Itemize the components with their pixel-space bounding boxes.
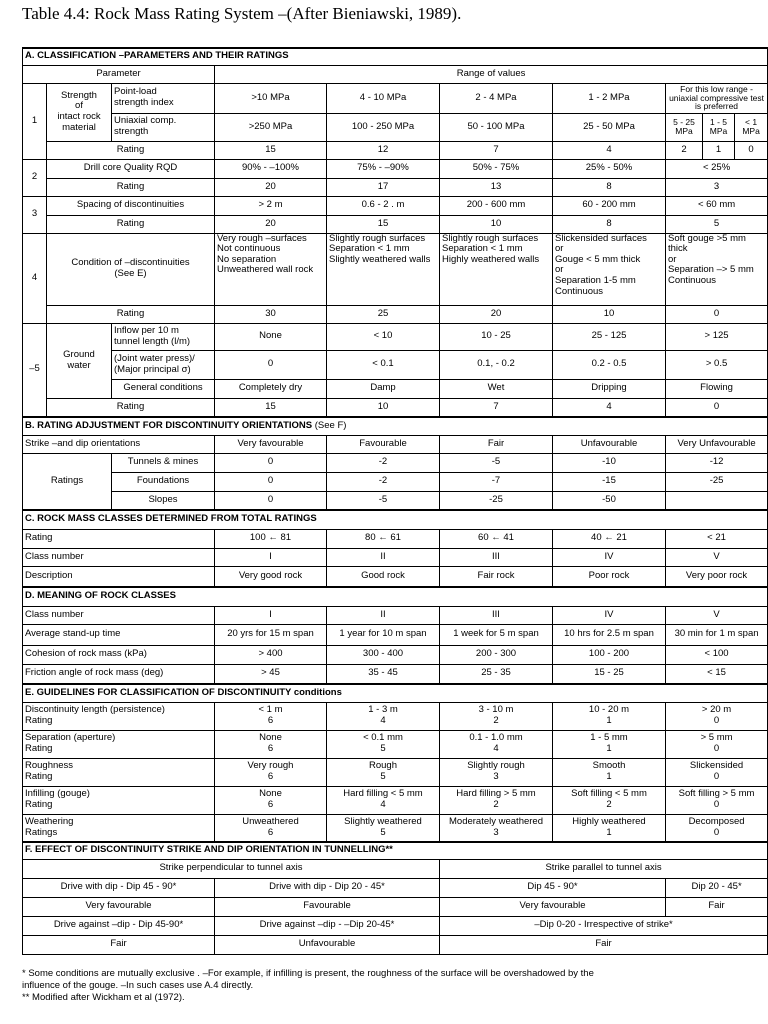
- table-cell: II: [327, 606, 440, 624]
- table-cell: Unweathered 6: [215, 814, 327, 842]
- table-cell: 8: [553, 178, 666, 196]
- table-cell: > 45: [215, 664, 327, 684]
- table-cell: 40 ← 21: [553, 529, 666, 548]
- table-row: [23, 645, 768, 664]
- table-cell: –Dip 0-20 - Irrespective of strike*: [440, 916, 768, 935]
- table-cell: 4 - 10 MPa: [327, 83, 440, 113]
- table-cell: Drive with dip - Dip 20 - 45*: [215, 878, 440, 897]
- table-row: [23, 491, 768, 510]
- table-cell: 10 hrs for 2.5 m span: [553, 624, 666, 645]
- table-cell: 1: [703, 141, 735, 159]
- row-label: Class number: [23, 606, 215, 624]
- table-cell: I: [215, 606, 327, 624]
- table-cell: 0: [215, 350, 327, 379]
- table-cell: Very Unfavourable: [666, 435, 768, 453]
- footnote: ** Modified after Wickham et al (1972).: [22, 991, 185, 1003]
- table-cell: 1 - 5 mm 1: [553, 730, 666, 758]
- table-cell: Good rock: [327, 566, 440, 587]
- table-cell: Very good rock: [215, 566, 327, 587]
- table-row: [23, 159, 768, 178]
- table-row: [23, 878, 768, 897]
- table-row: [23, 435, 768, 453]
- rating-label: Rating: [47, 141, 215, 159]
- table-cell: 200 - 600 mm: [440, 196, 553, 215]
- table-cell: -5: [440, 453, 553, 472]
- table-cell: -7: [440, 472, 553, 491]
- row-label: Infilling (gouge) Rating: [23, 786, 215, 814]
- table-cell: 15: [215, 398, 327, 417]
- table-cell: 2 - 4 MPa: [440, 83, 553, 113]
- table-cell: 30: [215, 305, 327, 323]
- table-cell: Highly weathered 1: [553, 814, 666, 842]
- table-cell: 100 - 250 MPa: [327, 113, 440, 141]
- param-sublabel: Inflow per 10 m tunnel length (l/m): [112, 323, 215, 350]
- table-cell: >250 MPa: [215, 113, 327, 141]
- table-cell: 7: [440, 398, 553, 417]
- table-cell: 3 - 10 m 2: [440, 702, 553, 730]
- table-cell: Slickensided 0: [666, 758, 768, 786]
- table-cell: 17: [327, 178, 440, 196]
- table-cell: Slickensided surfaces or Gouge < 5 mm thick or Separation 1-5 mm Continuous: [553, 233, 666, 305]
- section-b-header: B. RATING ADJUSTMENT FOR DISCONTINUITY ORIENTATIONS (See F): [23, 417, 768, 435]
- param-label: Condition of –discontinuities (See E): [47, 233, 215, 305]
- table-cell: Decomposed 0: [666, 814, 768, 842]
- table-cell: 25% - 50%: [553, 159, 666, 178]
- table-cell: Unfavourable: [215, 935, 440, 954]
- param-label: Spacing of discontinuities: [47, 196, 215, 215]
- table-cell: Fair: [440, 935, 768, 954]
- footnotes: [22, 968, 762, 1004]
- table-cell: 5 - 25 MPa: [666, 113, 703, 141]
- table-cell: 20: [215, 178, 327, 196]
- table-cell: 4: [553, 141, 666, 159]
- table-cell: < 60 mm: [666, 196, 768, 215]
- table-cell: 200 - 300: [440, 645, 553, 664]
- parameter-header: Parameter: [23, 65, 215, 83]
- table-row: [23, 305, 768, 323]
- ratings-label: Ratings: [23, 453, 112, 510]
- table-cell: 100 - 200: [553, 645, 666, 664]
- table-cell: 15 - 25: [553, 664, 666, 684]
- table-row: [23, 233, 768, 305]
- table-cell: Very rough 6: [215, 758, 327, 786]
- table-cell: -2: [327, 453, 440, 472]
- table-row: [23, 897, 768, 916]
- table-cell: 1 week for 5 m span: [440, 624, 553, 645]
- table-cell: 60 - 200 mm: [553, 196, 666, 215]
- param-sublabel: Point-load strength index: [112, 83, 215, 113]
- table-cell: 0.1, - 0.2: [440, 350, 553, 379]
- table-cell: Very poor rock: [666, 566, 768, 587]
- table-cell: -25: [440, 491, 553, 510]
- table-cell: > 5 mm 0: [666, 730, 768, 758]
- table-cell: 20: [440, 305, 553, 323]
- strike-parallel-header: Strike parallel to tunnel axis: [440, 859, 768, 878]
- table-cell: 25 - 50 MPa: [553, 113, 666, 141]
- table-cell: -50: [553, 491, 666, 510]
- table-cell: 0: [215, 491, 327, 510]
- table-cell: 0.1 - 1.0 mm 4: [440, 730, 553, 758]
- row-label: Separation (aperture) Rating: [23, 730, 215, 758]
- table-cell: < 21: [666, 529, 768, 548]
- table-cell: Foundations: [112, 472, 215, 491]
- table-cell: > 125: [666, 323, 768, 350]
- strike-perpendicular-header: Strike perpendicular to tunnel axis: [23, 859, 440, 878]
- table-cell: 1 - 5 MPa: [703, 113, 735, 141]
- table-cell: 30 min for 1 m span: [666, 624, 768, 645]
- table-cell: 1 - 2 MPa: [553, 83, 666, 113]
- table-cell: Flowing: [666, 379, 768, 398]
- table-row: [23, 664, 768, 684]
- table-cell: 300 - 400: [327, 645, 440, 664]
- table-cell: Hard filling < 5 mm 4: [327, 786, 440, 814]
- table-row: [23, 472, 768, 491]
- table-cell: Unfavourable: [553, 435, 666, 453]
- table-cell: > 20 m 0: [666, 702, 768, 730]
- table-cell: 8: [553, 215, 666, 233]
- row-label: Class number: [23, 548, 215, 566]
- table-row: [23, 215, 768, 233]
- table-cell: 13: [440, 178, 553, 196]
- table-row: [23, 730, 768, 758]
- table-cell: < 0.1: [327, 350, 440, 379]
- table-row: [23, 178, 768, 196]
- table-cell: 0: [666, 305, 768, 323]
- table-row: [23, 566, 768, 587]
- table-row: [23, 814, 768, 842]
- param-sublabel: (Joint water press)/ (Major principal σ): [112, 350, 215, 379]
- table-cell: 0: [735, 141, 768, 159]
- table-cell: Fair: [666, 897, 768, 916]
- table-cell: > 2 m: [215, 196, 327, 215]
- table-cell: 20 yrs for 15 m span: [215, 624, 327, 645]
- table-cell: 25 - 125: [553, 323, 666, 350]
- table-cell: I: [215, 548, 327, 566]
- strike-dip-label: Strike –and dip orientations: [23, 435, 215, 453]
- table-cell: 10: [327, 398, 440, 417]
- table-row: [23, 196, 768, 215]
- table-cell: Very favourable: [440, 897, 666, 916]
- table-row: [23, 548, 768, 566]
- table-cell: Dip 45 - 90*: [440, 878, 666, 897]
- table-cell: 10: [553, 305, 666, 323]
- table-cell: [666, 491, 768, 510]
- row-label: Cohesion of rock mass (kPa): [23, 645, 215, 664]
- table-row: [23, 624, 768, 645]
- table-cell: < 0.1 mm 5: [327, 730, 440, 758]
- table-cell: 75% - –90%: [327, 159, 440, 178]
- table-cell: 3: [666, 178, 768, 196]
- table-cell: Drive against –dip - Dip 45-90*: [23, 916, 215, 935]
- rating-label: Rating: [47, 178, 215, 196]
- table-cell: < 15: [666, 664, 768, 684]
- param-number: 2: [23, 159, 47, 196]
- table-cell: None 6: [215, 730, 327, 758]
- row-label: Average stand-up time: [23, 624, 215, 645]
- table-cell: Slightly rough surfaces Separation < 1 mm Highly weathered walls: [440, 233, 553, 305]
- section-d-header: D. MEANING OF ROCK CLASSES: [23, 587, 768, 606]
- param-label: Strength of intact rock material: [47, 83, 112, 141]
- table-cell: 10: [440, 215, 553, 233]
- table-cell: 25: [327, 305, 440, 323]
- table-row: [23, 859, 768, 878]
- table-cell: < 1 m 6: [215, 702, 327, 730]
- table-cell: V: [666, 606, 768, 624]
- table-cell: 10 - 20 m 1: [553, 702, 666, 730]
- table-cell: 0.2 - 0.5: [553, 350, 666, 379]
- footnote: * Some conditions are mutually exclusive . –For example, if infilling is present, the roughness of the surface will be overshadowed by the influence of the gouge. –In such cases use A.4 directly.: [22, 968, 594, 991]
- table-cell: -12: [666, 453, 768, 472]
- table-cell: 60 ← 41: [440, 529, 553, 548]
- param-sublabel: General conditions: [112, 379, 215, 398]
- table-cell: Slightly weathered 5: [327, 814, 440, 842]
- row-label: Description: [23, 566, 215, 587]
- table-cell: Drive with dip - Dip 45 - 90*: [23, 878, 215, 897]
- table-cell: IV: [553, 606, 666, 624]
- table-cell: -10: [553, 453, 666, 472]
- row-label: Friction angle of rock mass (deg): [23, 664, 215, 684]
- table-row: [23, 935, 768, 954]
- table-cell: Very rough –surfaces Not continuous No separation Unweathered wall rock: [215, 233, 327, 305]
- table-cell: 80 ← 61: [327, 529, 440, 548]
- table-cell: -2: [327, 472, 440, 491]
- table-cell: None 6: [215, 786, 327, 814]
- param-number: 1: [23, 83, 47, 159]
- table-cell: 5: [666, 215, 768, 233]
- table-cell: 100 ← 81: [215, 529, 327, 548]
- range-header: Range of values: [215, 65, 768, 83]
- row-label: Rating: [23, 529, 215, 548]
- table-cell: Soft gouge >5 mm thick or Separation –> 5 mm Continuous: [666, 233, 768, 305]
- table-cell: 0: [215, 453, 327, 472]
- table-cell: Fair: [440, 435, 553, 453]
- param-number: –5: [23, 323, 47, 417]
- section-f-header: F. EFFECT OF DISCONTINUITY STRIKE AND DIP ORIENTATION IN TUNNELLING**: [23, 842, 768, 859]
- table-cell: 4: [553, 398, 666, 417]
- table-row: [23, 916, 768, 935]
- table-cell: II: [327, 548, 440, 566]
- table-cell: >10 MPa: [215, 83, 327, 113]
- table-cell: Soft filling < 5 mm 2: [553, 786, 666, 814]
- row-label: Roughness Rating: [23, 758, 215, 786]
- table-cell: Tunnels & mines: [112, 453, 215, 472]
- table-row: [23, 113, 768, 141]
- param-sublabel: Uniaxial comp. strength: [112, 113, 215, 141]
- param-number: 3: [23, 196, 47, 233]
- table-cell: -25: [666, 472, 768, 491]
- table-cell: 0: [666, 398, 768, 417]
- table-cell: 25 - 35: [440, 664, 553, 684]
- table-cell: Slightly rough surfaces Separation < 1 mm Slightly weathered walls: [327, 233, 440, 305]
- row-label: Discontinuity length (persistence) Rating: [23, 702, 215, 730]
- table-row: [23, 606, 768, 624]
- table-cell: 50 - 100 MPa: [440, 113, 553, 141]
- table-row: [23, 702, 768, 730]
- section-a-header: A. CLASSIFICATION –PARAMETERS AND THEIR RATINGS: [23, 48, 768, 65]
- table-cell: > 400: [215, 645, 327, 664]
- table-cell: Soft filling > 5 mm 0: [666, 786, 768, 814]
- table-cell: Drive against –dip - –Dip 20-45*: [215, 916, 440, 935]
- table-cell: < 100: [666, 645, 768, 664]
- table-cell: Very favourable: [23, 897, 215, 916]
- table-cell: Poor rock: [553, 566, 666, 587]
- table-cell: 0.6 - 2 . m: [327, 196, 440, 215]
- table-cell: 15: [215, 141, 327, 159]
- table-cell: Fair rock: [440, 566, 553, 587]
- rating-label: Rating: [47, 305, 215, 323]
- table-cell: Favourable: [327, 435, 440, 453]
- table-cell: 35 - 45: [327, 664, 440, 684]
- table-row: [23, 323, 768, 350]
- table-title: Table 4.4: Rock Mass Rating System –(After Bieniawski, 1989).: [22, 4, 462, 23]
- table-cell: 12: [327, 141, 440, 159]
- table-cell: V: [666, 548, 768, 566]
- section-c-header: C. ROCK MASS CLASSES DETERMINED FROM TOTAL RATINGS: [23, 510, 768, 529]
- table-cell: 90% - –100%: [215, 159, 327, 178]
- table-cell: Dip 20 - 45*: [666, 878, 768, 897]
- table-row: [23, 65, 768, 83]
- rating-label: Rating: [47, 398, 215, 417]
- table-cell: Rough 5: [327, 758, 440, 786]
- section-e-header: E. GUIDELINES FOR CLASSIFICATION OF DISCONTINUITY conditions: [23, 684, 768, 702]
- table-cell: III: [440, 548, 553, 566]
- table-cell: Slightly rough 3: [440, 758, 553, 786]
- table-row: [23, 453, 768, 472]
- table-row: [23, 379, 768, 398]
- rock-mass-rating-table: [22, 47, 768, 955]
- table-cell: Wet: [440, 379, 553, 398]
- table-row: [23, 350, 768, 379]
- table-cell: -5: [327, 491, 440, 510]
- table-cell: III: [440, 606, 553, 624]
- table-cell: 0: [215, 472, 327, 491]
- table-cell: Dripping: [553, 379, 666, 398]
- table-cell: < 10: [327, 323, 440, 350]
- table-row: [23, 398, 768, 417]
- table-cell: 20: [215, 215, 327, 233]
- table-cell: 2: [666, 141, 703, 159]
- table-cell: Moderately weathered 3: [440, 814, 553, 842]
- table-cell: 10 - 25: [440, 323, 553, 350]
- param-number: 4: [23, 233, 47, 323]
- table-cell: Favourable: [215, 897, 440, 916]
- table-row: [23, 83, 768, 113]
- table-cell: Smooth 1: [553, 758, 666, 786]
- table-cell: None: [215, 323, 327, 350]
- table-cell: 7: [440, 141, 553, 159]
- table-cell: -15: [553, 472, 666, 491]
- table-cell: For this low range - uniaxial compressive test is preferred: [666, 83, 768, 113]
- table-cell: IV: [553, 548, 666, 566]
- table-cell: 1 - 3 m 4: [327, 702, 440, 730]
- table-cell: Very favourable: [215, 435, 327, 453]
- table-row: [23, 758, 768, 786]
- param-label: Drill core Quality RQD: [47, 159, 215, 178]
- param-label: Ground water: [47, 323, 112, 398]
- table-cell: Damp: [327, 379, 440, 398]
- table-row: [23, 141, 768, 159]
- table-cell: 50% - 75%: [440, 159, 553, 178]
- table-cell: 15: [327, 215, 440, 233]
- rating-label: Rating: [47, 215, 215, 233]
- row-label: Weathering Ratings: [23, 814, 215, 842]
- table-cell: > 0.5: [666, 350, 768, 379]
- table-cell: Completely dry: [215, 379, 327, 398]
- table-row: [23, 786, 768, 814]
- table-cell: < 25%: [666, 159, 768, 178]
- table-cell: Hard filling > 5 mm 2: [440, 786, 553, 814]
- table-row: [23, 529, 768, 548]
- table-cell: Slopes: [112, 491, 215, 510]
- table-cell: 1 year for 10 m span: [327, 624, 440, 645]
- table-cell: Fair: [23, 935, 215, 954]
- table-cell: < 1 MPa: [735, 113, 768, 141]
